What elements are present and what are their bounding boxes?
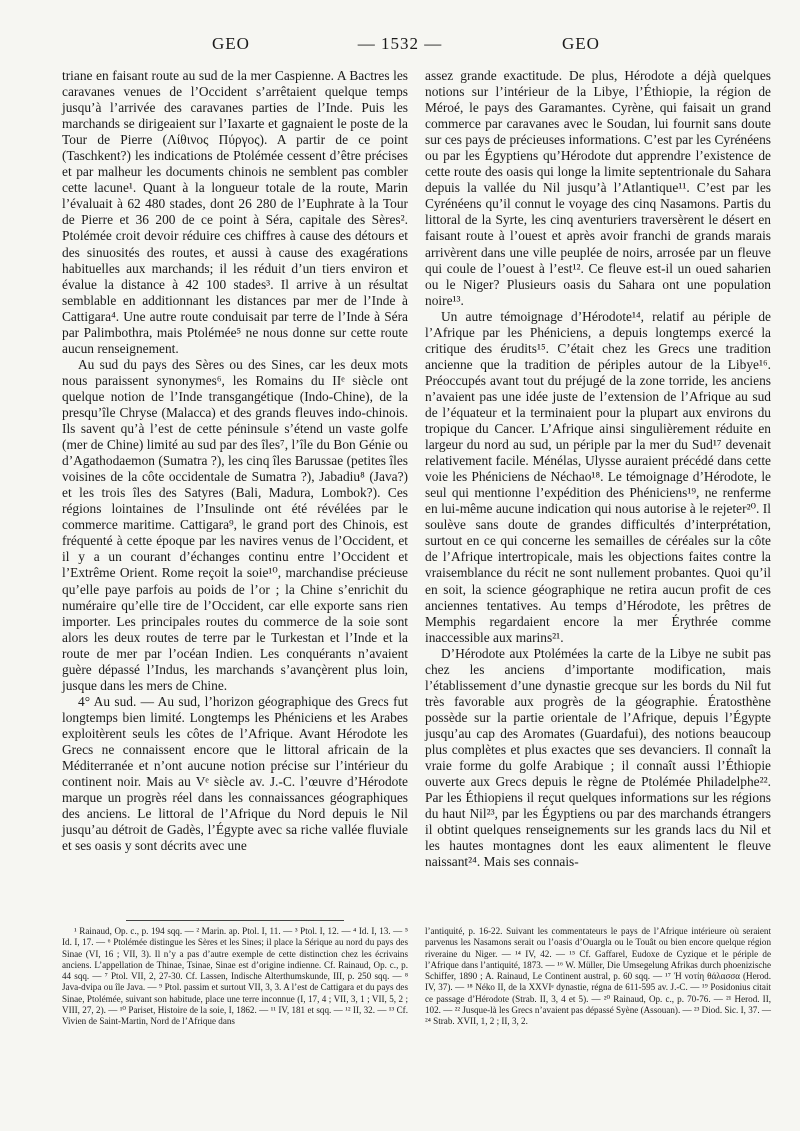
footnote-separator [126,920,344,921]
right-paragraph-2: Un autre témoignage d’Hérodote¹⁴, relatif au périple de l’Afrique par les Phéniciens, a depuis longtemps exercé la critique des érudits¹⁵. C’était chez les Grecs une tradition ancienne que la tradition de périples autour de la Libye¹⁶. Préoccupés avant tout du préjugé de la zone torride, les anciens n’avaient pas une idée juste de l’extension de l’Afrique au sud de l’équateur et la terminaient pour la plupart aux environs du tropique du Cancer. L’Afrique ainsi singulièrement réduite en largeur du nord au sud, un périple par la mer du Sud¹⁷ devenait relativement facile. Ménélas, Ulysse auraient précédé dans cette voie les Phéniciens de Néchao¹⁸. Le témoignage d’Hérodote, le seul qui mentionne l’expédition des Phéniciens¹⁹, ne renferme en lui-même aucune indication qui nous autorise à le rejeter²⁰. Il soulève sans doute de grandes difficultés d’interprétation, surtout en ce qui concerne les semailles de céréales sur la côte de l’Afrique intertropicale, mais les objections faites contre la vraisemblance du récit ne sont nullement probantes. Quoi qu’il en soit, la science géographique ne retira aucun profit de ces anciennes tentatives. Au temps d’Hérodote, les prêtres de Memphis regardaient encore la mer Érythrée comme inaccessible aux marins²¹. [425,308,771,645]
left-column [62,68,408,854]
footnotes-right [425,926,771,1028]
footnotes-left [62,926,408,1028]
left-paragraph-2: Au sud du pays des Sères ou des Sines, car les deux mots nous paraissent synonymes⁶, les Romains du IIᵉ siècle ont quelque notion de l’Inde transgangétique (Indo-Chine), de la presqu’île Chryse (Malacca) et des grands fleuves indo-chinois. Ils savent qu’à l’est de cette péninsule s’étend un vaste golfe (mer de Chine) limité au sud par des îles⁷, l’île du Bon Génie ou d’Agathodaemon (Sumatra ?), les cinq îles Barussae (petites îles voisines de la côte occidentale de Sumatra ?), Jabadiu⁸ (Java?) et les trois îles des Satyres (Bali, Madura, Lombok?). Ces régions lointaines de l’Insulinde ont été révélées par le commerce maritime. Cattigara⁹, le grand port des Chinois, est fréquenté à cette époque par les navires venus de l’Occident, et il y a un courant d’échanges continu entre l’Occident et l’Extrême Orient. Rome reçoit la soie¹⁰, marchandise précieuse qu’elle paye parfois au poids de l’or ; la Chine s’enrichit du numéraire qu’elle tire de l’Occident, car elle exporte sans rien importer. Les principales routes du commerce de la soie sont alors les deux routes de terre par le Turkestan et l’Inde et la route de mer par l’océan Indien. Les conquérants n’avaient guère dépassé l’Indus, les marchands s’avançèrent plus loin, jusque dans les mers de Chine. [62,356,408,693]
footnotes-left-text: ¹ Rainaud, Op. c., p. 194 sqq. — ² Marin. ap. Ptol. I, 11. — ³ Ptol. I, 12. — ⁴ Id. I, 13. — ⁵ Id. I, 17. — ⁶ Ptolémée distingue les Sères et les Sines; il place la Sérique au nord du pays des Sinae (VI, 16 ; VII, 3). Il n’y a pas d’autre exemple de cette distinction chez les écrivains anciens. L’appellation de Thinae, Tsinae, Sinae est d’origine indienne. Cf. Rainaud, Op. c., p. 44 sqq. — ⁷ Ptol. VII, 2, 27-30. Cf. Lassen, Indische Alterthumskunde, III, p. 250 sqq. — ⁸ Java-dvipa ou île Java. — ⁹ Ptol. passim et surtout VII, 3, 3. A l’est de Cattigara et du pays des Sinae, Ptolémée, suivant son habitude, place une terre inconnue (I, 17, 4 ; VII, 3, 1 ; VII, 5, 2 ; VIII, 27, 2). — ¹⁰ Pariset, Histoire de la soie, I, 1862. — ¹¹ IV, 181 et sqq. — ¹² II, 32. — ¹³ Cf. Vivien de Saint-Martin, Nord de l’Afrique dans [62,926,408,1027]
running-head-left: GEO [212,34,250,53]
left-paragraph-3: 4° Au sud. — Au sud, l’horizon géographique des Grecs fut longtemps bien limité. Longtemps les Phéniciens et les Arabes exploitèrent seuls les côtes de l’Afrique. Avant Hérodote les Grecs ne connaissent encore que le littoral africain de la Méditerranée et n’ont aucune notion précise sur l’intérieur du continent noir. Mais au Vᵉ siècle av. J.-C. l’œuvre d’Hérodote marque un progrès réel dans les connaissances géographiques des anciens. Le littoral de l’Afrique du Nord depuis le Nil jusqu’au détroit de Gadès, l’Égypte avec sa riche vallée fluviale et ses oasis y sont décrits avec une [62,693,408,854]
right-paragraph-1: assez grande exactitude. De plus, Hérodote a déjà quelques notions sur l’intérieur de la Libye, l’Éthiopie, la région de Méroé, le pays des Garamantes. Cyrène, qui faisait un grand commerce par caravanes avec le Soudan, lui fournit sans doute sur ces pays de précieuses informations. C’est par les Cyrénéens ou par les Égyptiens qu’Hérodote dut apprendre l’existence de cette route des oasis qui longe la limite septentrionale du Sahara depuis la vallée du Nil jusqu’à l’Atlantique¹¹. C’est par les Cyrénéens qu’il connut le voyage des cinq Nasamons. Partis du littoral de la Syrte, les cinq aventuriers traversèrent le désert en faisant route à l’ouest et après avoir franchi de grands marais arrivèrent dans une ville peuplée de noirs, arrosée par un fleuve qui coule de l’ouest à l’est¹². Ce fleuve est-il un oued saharien ou le Niger? Plusieurs oasis du Sahara ont une population noire¹³. [425,68,771,308]
page-number: — 1532 — [357,34,443,53]
right-paragraph-3: D’Hérodote aux Ptolémées la carte de la Libye ne subit pas chez les anciens d’importante modification, mais l’établissement d’une dynastie grecque sur les bords du Nil fut très favorable aux progrès de la géographie. Ératosthène possède sur la partie orientale de l’Afrique, depuis l’Égypte jusqu’au cap des Aromates (Guardafui), des notions beaucoup plus complètes et plus exactes que ses devanciers. Il connaît la vraie forme du golfe Arabique ; il connaît aussi l’Éthiopie ouverte aux Grecs depuis le règne de Ptolémée Philadelphe²². Par les Éthiopiens il reçut quelques informations sur les régions du haut Nil²³, par les Égyptiens ou par des marchands étrangers il obtint quelques renseignements sur les grands lacs du Nil et les hautes montagnes dont les eaux alimentent le fleuve naissant²⁴. Mais ses connais- [425,645,771,870]
right-column [425,68,771,870]
footnotes-right-text: l’antiquité, p. 16-22. Suivant les commentateurs le pays de l’Afrique intérieure où seraient parvenus les Nasamons serait ou l’oasis d’Ouargla ou le Touât ou bien encore quelque région riveraine du Niger. — ¹⁴ IV, 42. — ¹⁵ Cf. Gaffarel, Eudoxe de Cyzique et le périple de l’Afrique dans l’antiquité, 1873. — ¹⁶ W. Müller, Die Umsegelung Afrikas durch phoenizische Schiffer, 1890 ; A. Rainaud, Le Continent austral, p. 60 sqq. — ¹⁷ Ἡ νοτίη θάλασσα (Herod. IV, 37). — ¹⁸ Néko II, de la XXVIᵉ dynastie, régna de 611-595 av. J.-C. — ¹⁹ Posidonius citait ce passage d’Hérodote (Strab. II, 3, 4 et 5). — ²⁰ Rainaud, Op. c., p. 70-76. — ²¹ Herod. II, 102. — ²² Jusque-là les Grecs n’avaient pas dépassé Syène (Assouan). — ²³ Diod. Sic. I, 37. — ²⁴ Strab. XVII, 1, 2 ; II, 3, 2. [425,926,771,1027]
running-head-right: GEO [562,34,600,53]
left-paragraph-1: triane en faisant route au sud de la mer Caspienne. A Bactres les caravanes venues de l’Occident s’arrêtaient quelque temps jusqu’à l’arrivée des caravanes parties de l’Inde. Puis les marchands se dirigeaient sur l’Iaxarte et gagnaient le poste de la Tour de Pierre (Λίθινος Πύργος). A partir de ce point (Taschkent?) les indications de Ptolémée cessent d’être précises et par malheur les documents chinois ne semblent pas combler cette lacune¹. Quant à la longueur totale de la route, Marin l’évaluait à 62 480 stades, dont 26 280 de l’Euphrate à la Tour de Pierre et 36 200 de ce point à Séra, capitale des Sères². Ptolémée croit devoir réduire ces chiffres à cause des détours et des sinuosités des routes, et aussi à cause des exagérations habituelles aux marchands; il les réduit d’un tiers environ et évalue la distance à 42 100 stades³. Il arrive à un résultat semblable en additionnant les distances par mer de l’Inde à Cattigara⁴. Une autre route conduisait par terre de l’Inde à Séra par Palimbothra, mais Ptolémée⁵ ne nous donne sur cette route aucun renseignement. [62,68,408,356]
